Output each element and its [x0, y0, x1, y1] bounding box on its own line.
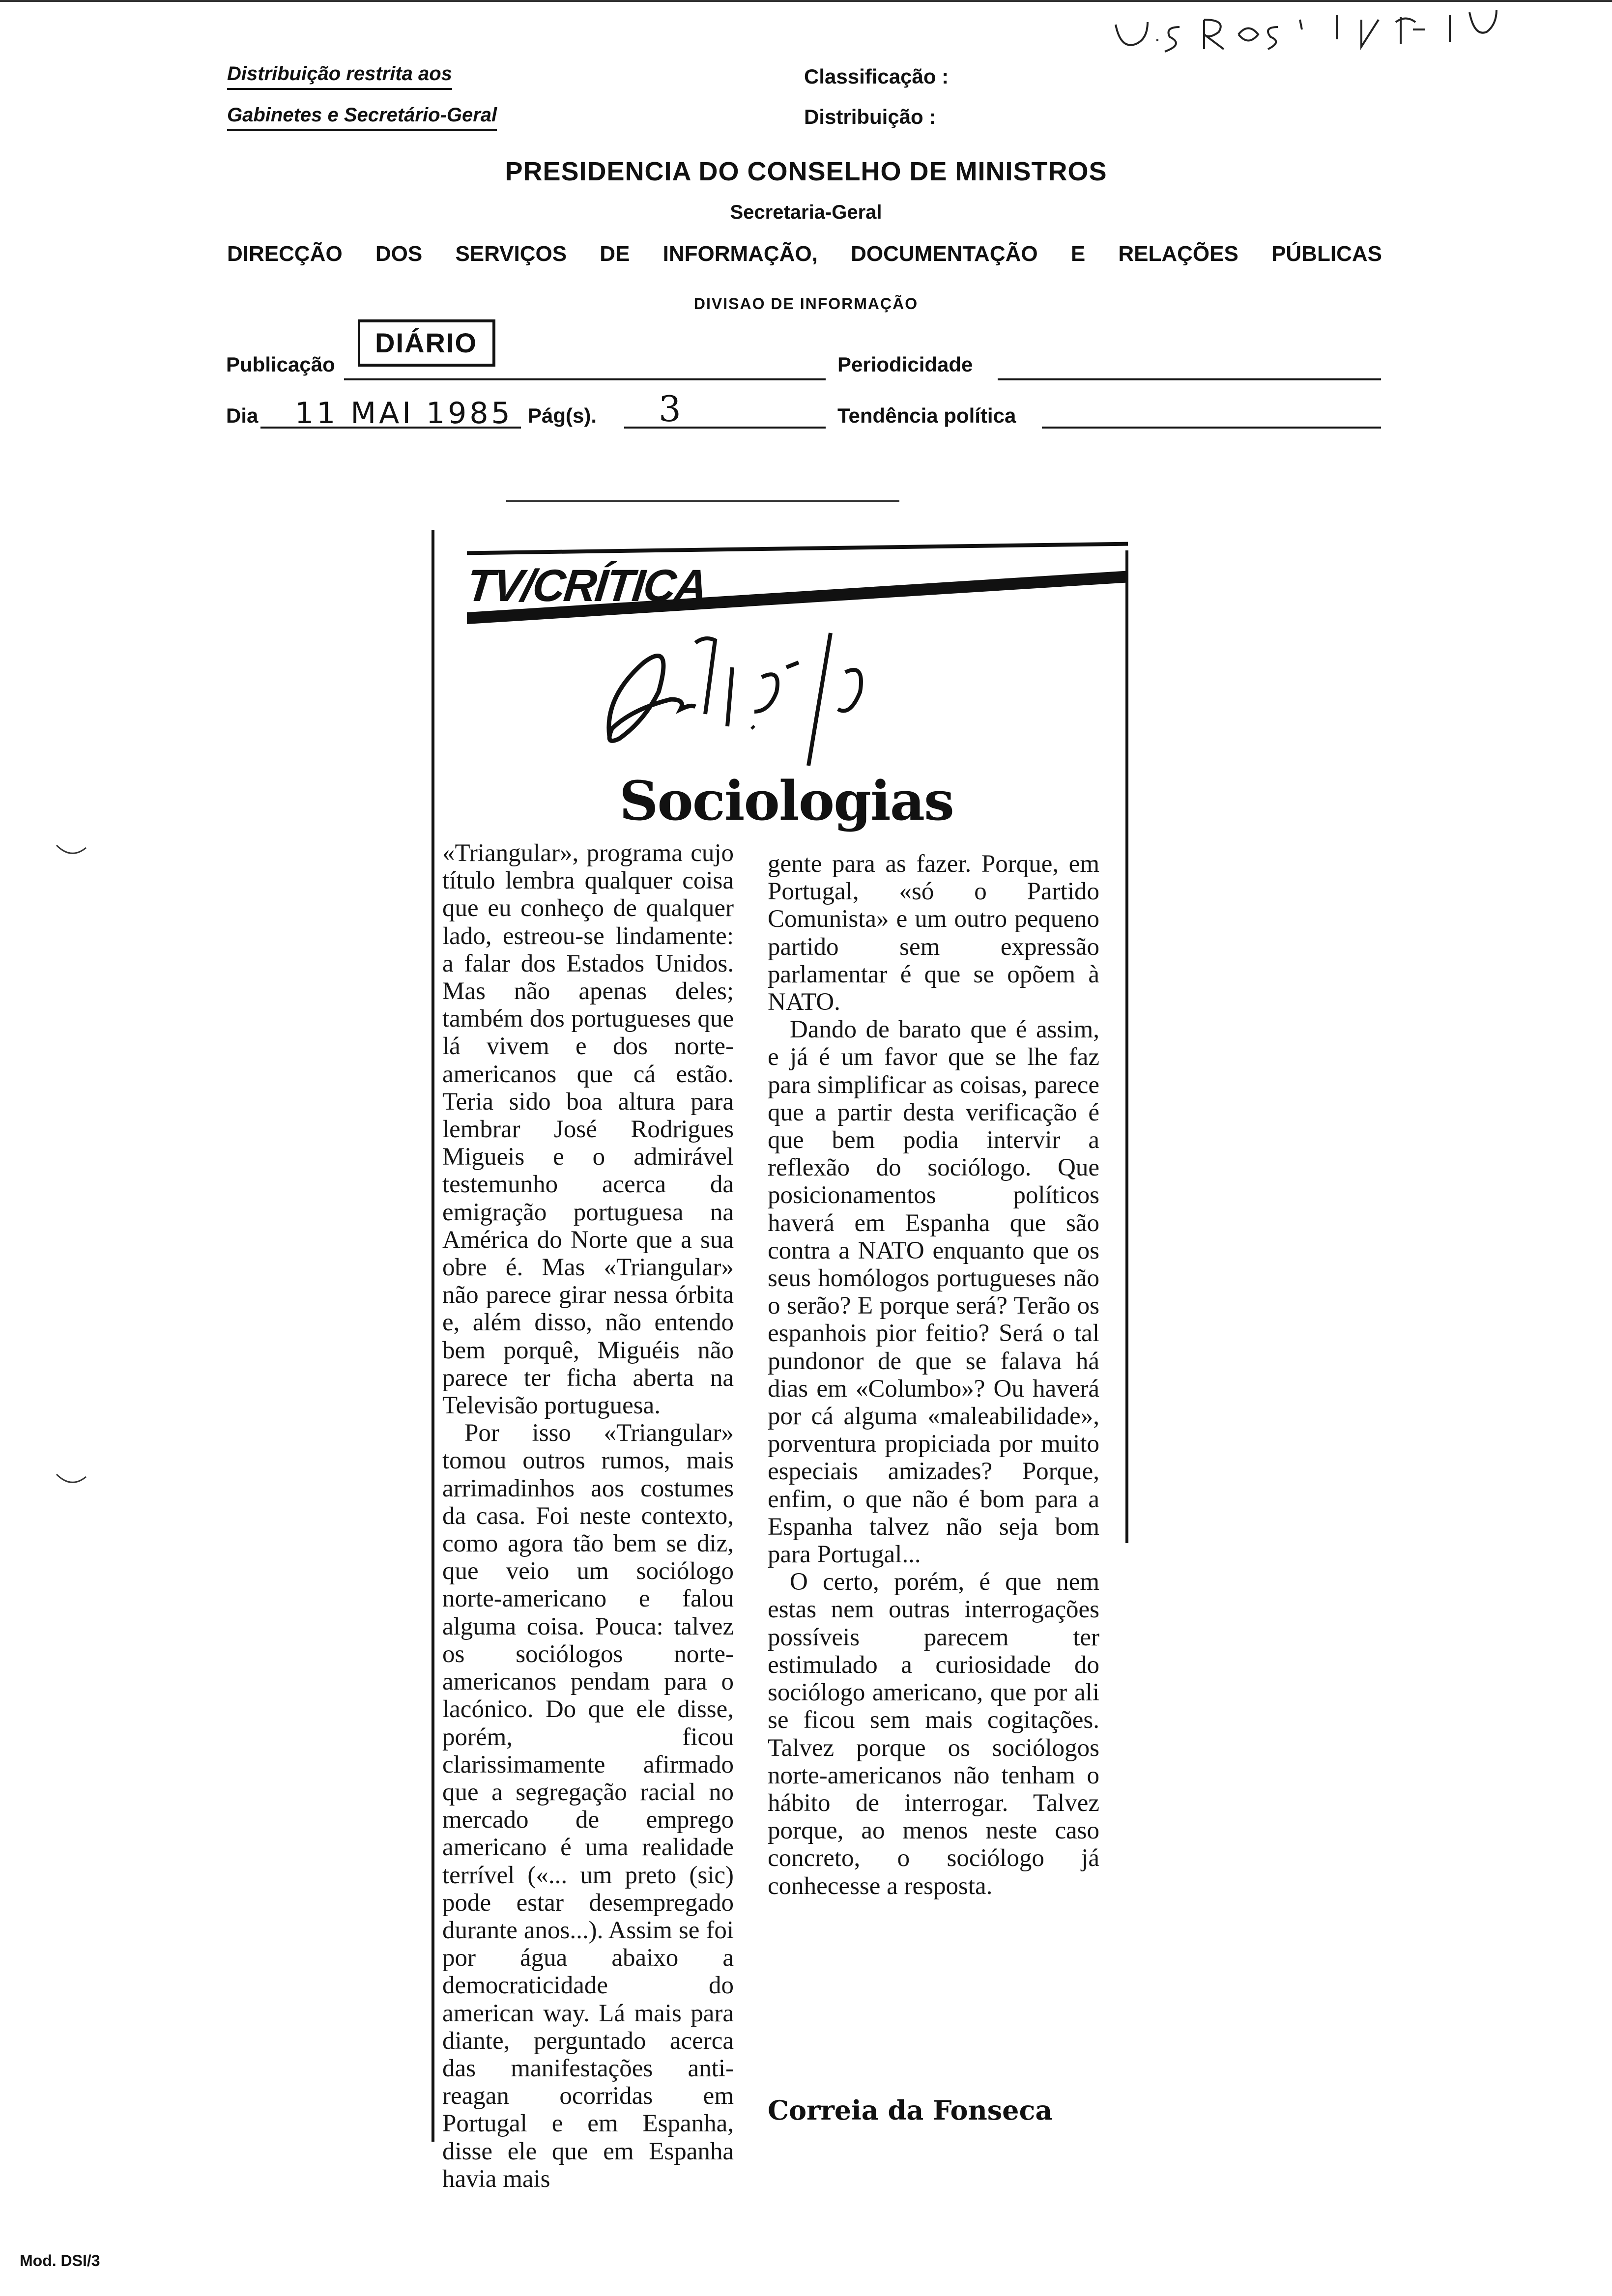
article-column-2	[768, 850, 1099, 1900]
restricted-distribution-line2: Gabinetes e Secretário-Geral	[227, 104, 497, 131]
form-model-code: Mod. DSI/3	[20, 2252, 100, 2269]
day-label: Dia	[226, 404, 259, 427]
directorate-word: PÚBLICAS	[1271, 242, 1382, 266]
clipping-border-left	[432, 530, 434, 2142]
directorate-word: DOCUMENTAÇÃO	[851, 242, 1038, 266]
periodicity-label: Periodicidade	[837, 353, 973, 376]
distribution-label: Distribuição :	[804, 105, 936, 128]
clipping-border-right	[1125, 550, 1128, 1543]
directorate-word: RELAÇÕES	[1118, 242, 1238, 266]
section-title: TV/CRÍTICA	[464, 561, 709, 611]
directorate-word: INFORMAÇÃO,	[662, 242, 818, 266]
article-paragraph: «Triangular», programa cujo título lembra qualquer coisa que eu conheço de qualquer lado, estreou-se lindamente: a falar dos Estados Unidos. Mas não apenas deles; também dos portugueses que lá vivem e dos norte-americanos que cá estão. Teria sido boa altura para lembrar José Rodrigues Migueis e o admirável testemunho acerca da emigração portuguesa na América do Norte que a sua obre é. Mas «Triangular» não parece girar nessa órbita e, além disso, não entendo bem porquê, Miguéis não parece ter ficha aberta na Televisão portuguesa.	[442, 839, 734, 1420]
political-tendency-label: Tendência política	[837, 404, 1016, 427]
ministry-title: PRESIDENCIA DO CONSELHO DE MINISTROS	[505, 157, 1107, 186]
article-paragraph: Por isso «Triangular» tomou outros rumos, mais arrimadinhos aos costumes da casa. Foi neste contexto, como agora tão bem se diz, que veio um sociólogo norte-americano e falou alguma coisa. Pouca: talvez os sociólogos norte-americanos pendam para o lacónico. Do que ele disse, porém, ficou clarissimamente afirmado que a segregação racial no mercado de emprego americano é uma realidade terrível («... um preto (sic) pode estar desempregado durante anos...). Assim se foi por água abaixo a democraticidade do american way. Lá mais para diante, perguntado acerca das manifestações anti-reagan ocorridas em Portugal e em Espanha, disse ele que em Espanha havia mais	[442, 1419, 734, 2193]
classification-label: Classificação :	[804, 65, 949, 88]
article-paragraph: Dando de barato que é assim, e já é um favor que se lhe faz para simplificar as coisas, parece que a partir desta verificação é que bem podia intervir a reflexão do sociólogo. Que posicionamentos políticos haverá em Espanha que são contra a NATO enquanto que os seus homólogos portugueses não o serão? E porque será? Terão os espanhois pior feitio? Será o tal pundonor de que se falava há dias em «Columbo»? Ou haverá por cá alguma «maleabilidade», porventura propiciada por muito especiais amizades? Porque, enfim, o que não é bom para a Espanha talvez não seja bom para Portugal...	[768, 1016, 1099, 1569]
directorate-title	[227, 242, 1382, 266]
restricted-distribution-line1: Distribuição restrita aos	[227, 63, 452, 90]
political-tendency-line	[1042, 427, 1381, 429]
punch-mark	[54, 1472, 88, 1487]
publication-value: DIÁRIO	[358, 319, 495, 367]
punch-mark	[54, 843, 88, 858]
pages-line	[624, 427, 826, 429]
day-value: 11 MAI 1985	[295, 396, 513, 430]
handwritten-note-top	[1106, 5, 1538, 59]
top-edge-rule	[0, 0, 1612, 2]
division-title: DIVISAO DE INFORMAÇÃO	[693, 295, 919, 313]
directorate-word: DIRECÇÃO	[227, 242, 343, 266]
separator-rule	[506, 500, 899, 502]
article-paragraph: gente para as fazer. Porque, em Portugal, «só o Partido Comunista» e um outro pequeno partido sem expressão parlamentar é que se opõem à NATO.	[768, 850, 1099, 1016]
directorate-word: DOS	[375, 242, 423, 266]
article-byline: Correia da Fonseca	[768, 2095, 1053, 2126]
article-paragraph: O certo, porém, é que nem estas nem outras interrogações possíveis parecem ter estimulado a curiosidade do sociólogo americano, que por ali se ficou sem mais cogitações. Talvez porque os sociólogos norte-americanos não tenham o hábito de interrogar. Talvez porque, ao menos neste caso concreto, o sociólogo já conhecesse a resposta.	[768, 1568, 1099, 1900]
periodicity-line	[998, 378, 1381, 380]
publication-line	[344, 378, 826, 380]
pages-label: Pág(s).	[528, 404, 597, 427]
article-headline: Sociologias	[619, 769, 953, 832]
clipping-border-top	[467, 542, 1128, 555]
handwritten-reference	[600, 623, 973, 766]
directorate-word: E	[1070, 242, 1086, 266]
pages-value: 3	[659, 388, 681, 430]
article-column-1	[442, 839, 734, 2193]
secretariat-title: Secretaria-Geral	[730, 201, 882, 223]
publication-label: Publicação	[226, 353, 335, 376]
publication-stamp	[358, 319, 500, 369]
day-line	[260, 427, 521, 429]
directorate-word: DE	[600, 242, 630, 266]
directorate-word: SERVIÇOS	[455, 242, 567, 266]
